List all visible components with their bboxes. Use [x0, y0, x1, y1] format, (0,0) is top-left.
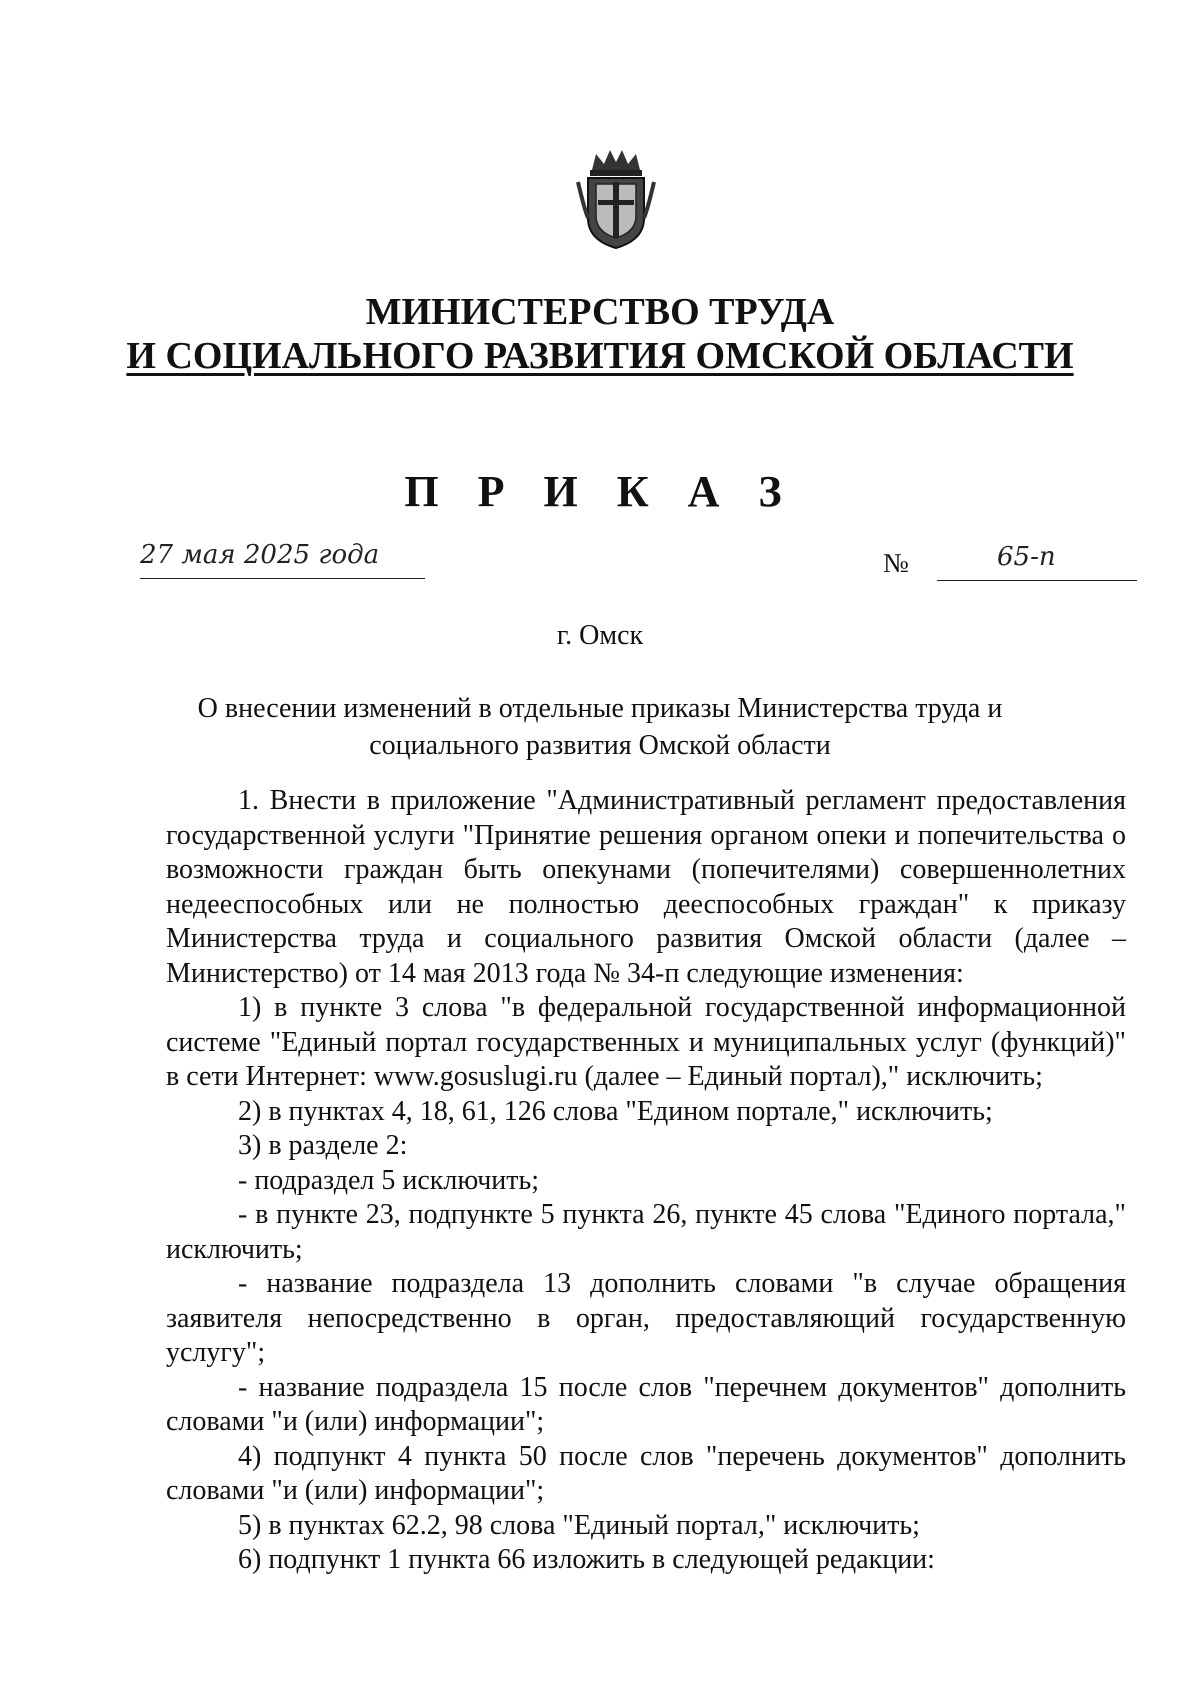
- number-underline: [937, 580, 1137, 581]
- number-sign: №: [883, 548, 909, 578]
- order-body: [166, 784, 1126, 1578]
- paragraph: 2) в пунктах 4, 18, 61, 126 слова "Едином портале," исключить;: [238, 1095, 993, 1127]
- subject-line-2: социального развития Омской области: [369, 730, 831, 761]
- handwritten-number: 65-п: [997, 542, 1056, 572]
- paragraph: - в пункте 23, подпункте 5 пункта 26, пункте 45 слова "Единого портала," исключить;: [166, 1199, 1126, 1265]
- ministry-line-2: И СОЦИАЛЬНОГО РАЗВИТИЯ ОМСКОЙ ОБЛАСТИ: [126, 335, 1074, 377]
- paragraph: 3) в разделе 2:: [238, 1130, 408, 1161]
- date-underline: [140, 578, 425, 579]
- order-number: [883, 540, 1143, 590]
- paragraph: - название подраздела 15 после слов "перечнем документов" дополнить словами "и (или) информации";: [166, 1371, 1126, 1437]
- ministry-line-1: МИНИСТЕРСТВО ТРУДА: [365, 291, 835, 333]
- paragraph: 4) подпункт 4 пункта 50 после слов "перечень документов" дополнить словами "и (или) информации";: [166, 1440, 1126, 1506]
- paragraph: 6) подпункт 1 пункта 66 изложить в следующей редакции:: [238, 1544, 935, 1575]
- handwritten-date: 27 мая 2025 года: [140, 540, 380, 570]
- order-subject: [150, 690, 1050, 764]
- paragraph: - название подраздела 13 дополнить словами "в случае обращения заявителя непосредственно в орган, предоставляющий государственную услугу";: [166, 1268, 1126, 1368]
- paragraph: - подраздел 5 исключить;: [238, 1164, 540, 1196]
- subject-line-1: О внесении изменений в отдельные приказы Министерства труда и: [197, 693, 1003, 724]
- coat-of-arms-icon: [574, 148, 658, 250]
- paragraph: 1. Внести в приложение "Административный регламент предоставления государственной услуги "Принятие решения органом опеки и попечительства о возможности граждан быть опекунами (попечителями) совершеннолетних недееспособных или не полностью дееспособных граждан" к приказу Министерства труда и социального развития Омской области (далее – Министерство) от 14 мая 2013 года № 34-п следующие изменения:: [166, 785, 1126, 989]
- order-date: [140, 536, 430, 596]
- city: г. Омск: [556, 620, 644, 651]
- document-type-title: П Р И К А З: [404, 467, 796, 516]
- ministry-name: [100, 290, 1100, 378]
- paragraph: 1) в пункте 3 слова "в федеральной государственной информационной системе "Единый портал государственных и муниципальных услуг (функций)" в сети Интернет: www.gosuslugi.ru (далее – Единый портал)," исключить;: [166, 992, 1126, 1092]
- paragraph: 5) в пунктах 62.2, 98 слова "Единый портал," исключить;: [238, 1509, 920, 1541]
